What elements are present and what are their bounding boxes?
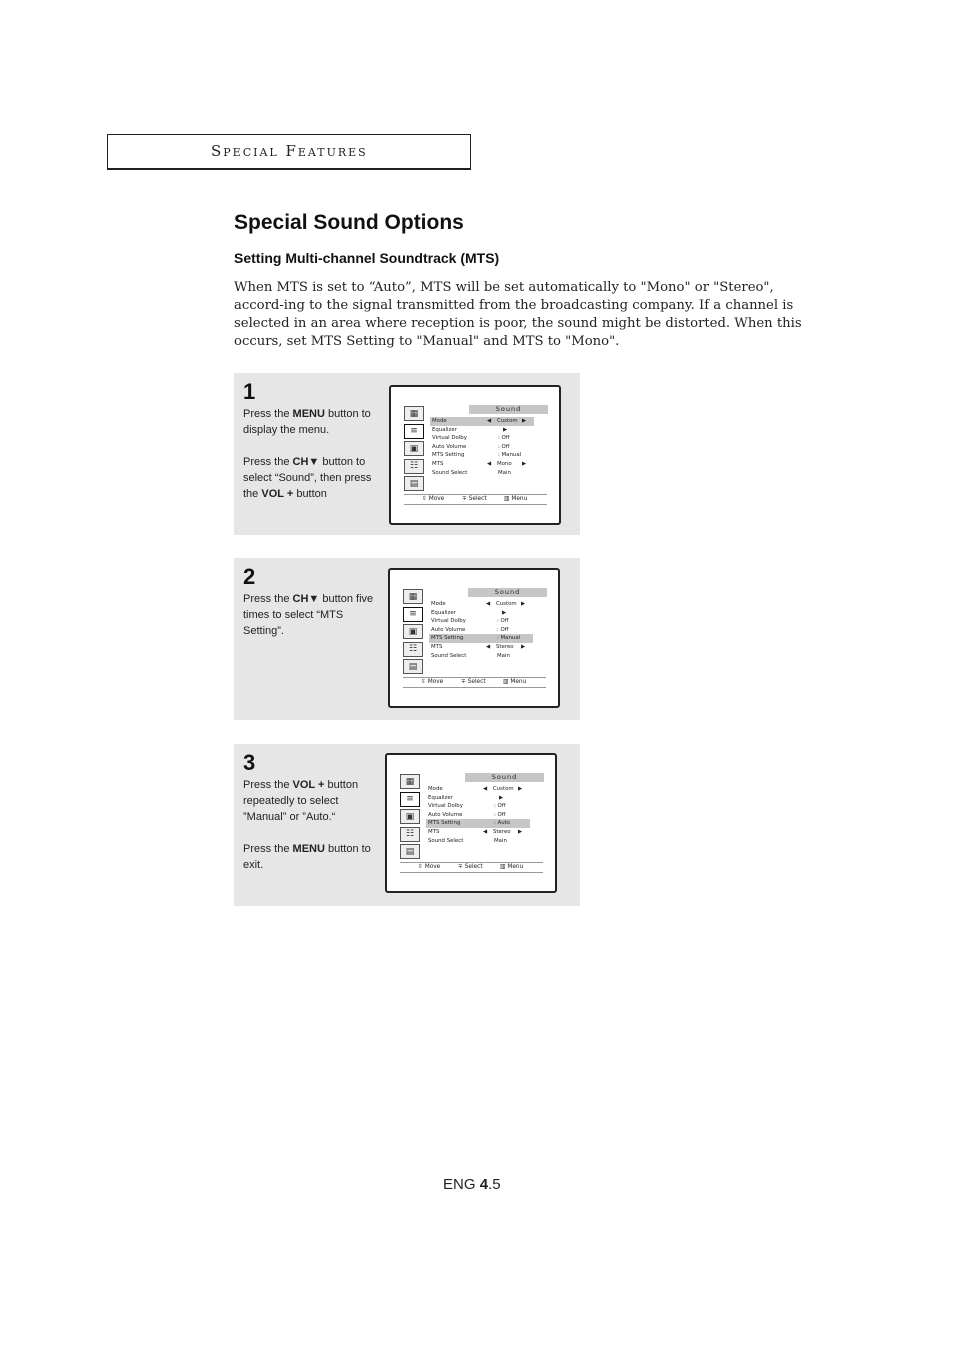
left-arrow-icon: ◀: [487, 461, 492, 467]
osd-footer: [404, 494, 547, 505]
osd-footer-select: [458, 863, 483, 872]
osd-row-label: MTS Setting: [431, 635, 464, 642]
osd-row-label: Mode: [432, 418, 447, 424]
osd-footer-label: Menu: [507, 864, 524, 870]
input-menu-icon: ▤: [404, 476, 424, 491]
left-arrow-icon: ◀: [487, 418, 492, 424]
step-number: 1: [243, 379, 256, 404]
osd-menu-row: [426, 837, 530, 846]
submenu-arrow-icon: ▶: [499, 794, 504, 801]
osd-row-value: : Off: [494, 803, 506, 810]
osd-row-label: MTS: [432, 461, 444, 467]
move-icon: ⇳: [418, 864, 425, 870]
osd-row-label: Auto Volume: [428, 811, 463, 818]
osd-row-value: Custom: [496, 601, 517, 607]
tv-screen: [385, 753, 557, 893]
osd-menu-row: [429, 643, 533, 652]
osd-row-value: Main: [498, 469, 511, 476]
step-panel-1: [234, 373, 580, 535]
instruction-text: button to select “Sound”, then press the: [243, 456, 372, 500]
setup-menu-icon: ☷: [403, 642, 423, 657]
button-name: CH▼: [292, 593, 320, 605]
menu-icon: ▥: [504, 496, 512, 502]
osd-row-label: Mode: [428, 786, 443, 792]
osd-row-value: : Auto: [494, 820, 511, 827]
osd-menu-row: [429, 617, 533, 626]
osd-row-value: Stereo: [493, 829, 511, 835]
osd-menu-row: [430, 469, 534, 478]
instruction-line: [243, 406, 383, 438]
submenu-arrow-icon: ▶: [502, 609, 507, 616]
osd-menu-row: [426, 828, 530, 837]
osd-footer-move: [418, 863, 440, 872]
left-arrow-icon: ◀: [483, 786, 488, 792]
osd-footer-label: Menu: [510, 679, 527, 685]
osd-row-label: MTS: [428, 829, 440, 835]
osd-menu-row: [430, 426, 534, 435]
sound-menu-icon: ≡: [403, 607, 423, 622]
osd-footer-menu: [504, 495, 527, 504]
move-icon: ⇳: [422, 496, 429, 502]
osd-menu-row: [426, 811, 530, 820]
instruction-text: button to exit.: [243, 843, 371, 871]
osd-row-label: MTS Setting: [428, 820, 461, 827]
osd-menu-row: [426, 802, 530, 811]
step-instructions: [243, 777, 383, 873]
osd-menu-row: [429, 652, 533, 661]
picture-menu-icon: ▦: [403, 589, 423, 604]
menu-icon-column: [403, 589, 425, 677]
select-icon: ∓: [461, 679, 468, 685]
right-arrow-icon: ▶: [518, 786, 523, 792]
menu-icon: ▥: [500, 864, 508, 870]
osd-footer: [400, 862, 543, 873]
osd-menu-row: [430, 417, 534, 426]
tv-screen: [389, 385, 561, 525]
osd-menu-row: [429, 626, 533, 635]
osd-footer-label: Menu: [511, 496, 528, 502]
page-number: ENG 4.5: [443, 1176, 501, 1193]
osd-menu: [423, 773, 544, 863]
menu-icon-column: [400, 774, 422, 862]
instruction-text: Press the: [243, 779, 293, 791]
osd-row-label: Equalizer: [431, 609, 456, 616]
osd-footer-label: Move: [428, 496, 445, 502]
instruction-line: [243, 591, 383, 639]
instruction-text: Press the: [243, 408, 293, 420]
osd-menu-title: Sound: [468, 588, 547, 597]
menu-icon-column: [404, 406, 426, 494]
osd-menu-row: [430, 460, 534, 469]
instruction-text: button: [293, 488, 327, 500]
osd-row-value: : Off: [497, 626, 509, 633]
step-instructions: [243, 591, 383, 639]
osd-row-value: : Off: [498, 443, 510, 450]
step-panel-2: [234, 558, 580, 720]
instruction-line: [243, 841, 383, 873]
osd-row-label: MTS Setting: [432, 452, 465, 459]
osd-footer-label: Select: [467, 679, 486, 685]
osd-menu-row: [430, 443, 534, 452]
left-arrow-icon: ◀: [486, 644, 491, 650]
instruction-text: Press the: [243, 843, 293, 855]
osd-footer-select: [461, 678, 486, 687]
osd-menu-title: Sound: [465, 773, 544, 782]
section-header: Special Features: [211, 142, 368, 160]
button-name: MENU: [292, 408, 325, 420]
right-arrow-icon: ▶: [521, 644, 526, 650]
page-title: Special Sound Options: [234, 211, 464, 234]
osd-row-label: Auto Volume: [432, 443, 467, 450]
instruction-text: Press the: [243, 593, 293, 605]
osd-menu-row: [426, 819, 530, 828]
osd-footer-move: [422, 495, 444, 504]
intro-paragraph: When MTS is set to “Auto”, MTS will be set automatically to "Mono" or "Stereo", accord-ing to the signal transmitted from the broadcasting company. If a channel is selected in an area where reception is poor, the sound might be distorted. When this occurs, set MTS Setting to "Manual" and MTS to "Mono".: [234, 280, 802, 349]
osd-menu-row: [426, 785, 530, 794]
osd-row-label: Sound Select: [432, 469, 468, 476]
channel-menu-icon: ▣: [404, 441, 424, 456]
osd-footer-label: Move: [427, 679, 444, 685]
osd-menu-row: [430, 434, 534, 443]
instruction-text: button repeatedly to select ”Manual” or ”Auto.“: [243, 779, 359, 823]
osd-row-value: Custom: [497, 418, 518, 424]
osd-menu-title: Sound: [469, 405, 548, 414]
osd-menu-row: [429, 609, 533, 618]
osd-footer-select: [462, 495, 487, 504]
page-subtitle: Setting Multi-channel Soundtrack (MTS): [234, 250, 500, 266]
step-instructions: [243, 406, 383, 502]
osd-row-label: Equalizer: [428, 794, 453, 801]
button-name: VOL +: [292, 779, 325, 791]
osd-row-value: Main: [494, 837, 507, 844]
right-arrow-icon: ▶: [522, 418, 527, 424]
sound-menu-icon: ≡: [404, 424, 424, 439]
select-icon: ∓: [458, 864, 465, 870]
osd-row-value: : Off: [497, 618, 509, 625]
osd-menu: [426, 588, 547, 678]
osd-row-label: Virtual Dolby: [432, 435, 467, 442]
osd-row-value: Main: [497, 652, 510, 659]
input-menu-icon: ▤: [400, 844, 420, 859]
instruction-text: button five times to select “MTS Setting”.: [243, 593, 374, 637]
osd-menu-row: [429, 634, 533, 643]
right-arrow-icon: ▶: [518, 829, 523, 835]
osd-row-label: MTS: [431, 644, 443, 650]
osd-row-label: Sound Select: [431, 652, 467, 659]
osd-footer-menu: [500, 863, 523, 872]
osd-row-label: Sound Select: [428, 837, 464, 844]
picture-menu-icon: ▦: [400, 774, 420, 789]
section-header-rule: [107, 168, 471, 170]
picture-menu-icon: ▦: [404, 406, 424, 421]
osd-footer-menu: [503, 678, 526, 687]
instruction-line: [243, 454, 383, 502]
osd-menu: [427, 405, 548, 495]
setup-menu-icon: ☷: [404, 459, 424, 474]
channel-menu-icon: ▣: [400, 809, 420, 824]
tv-screen: [388, 568, 560, 708]
osd-row-value: Stereo: [496, 644, 514, 650]
step-number: 3: [243, 750, 256, 775]
osd-row-value: : Manual: [498, 452, 522, 459]
channel-menu-icon: ▣: [403, 624, 423, 639]
move-icon: ⇳: [421, 679, 428, 685]
select-icon: ∓: [462, 496, 469, 502]
input-menu-icon: ▤: [403, 659, 423, 674]
right-arrow-icon: ▶: [522, 461, 527, 467]
osd-menu-row: [429, 600, 533, 609]
osd-footer: [403, 677, 546, 688]
sound-menu-icon: ≡: [400, 792, 420, 807]
osd-row-value: : Manual: [497, 635, 521, 642]
osd-row-value: Mono: [497, 461, 512, 467]
instruction-line: [243, 777, 383, 825]
right-arrow-icon: ▶: [521, 601, 526, 607]
osd-footer-label: Move: [424, 864, 441, 870]
osd-menu-row: [430, 451, 534, 460]
osd-row-label: Virtual Dolby: [428, 803, 463, 810]
step-panel-3: [234, 744, 580, 906]
osd-row-value: : Off: [498, 435, 510, 442]
left-arrow-icon: ◀: [483, 829, 488, 835]
osd-footer-label: Select: [468, 496, 487, 502]
instruction-text: button to display the menu.: [243, 408, 371, 436]
osd-row-value: Custom: [493, 786, 514, 792]
instruction-text: Press the: [243, 456, 293, 468]
osd-row-label: Auto Volume: [431, 626, 466, 633]
osd-row-value: : Off: [494, 811, 506, 818]
step-number: 2: [243, 564, 256, 589]
submenu-arrow-icon: ▶: [503, 426, 508, 433]
left-arrow-icon: ◀: [486, 601, 491, 607]
osd-footer-label: Select: [464, 864, 483, 870]
button-name: CH▼: [292, 456, 320, 468]
osd-row-label: Mode: [431, 601, 446, 607]
osd-row-label: Equalizer: [432, 426, 457, 433]
osd-menu-row: [426, 794, 530, 803]
button-name: VOL +: [261, 488, 294, 500]
setup-menu-icon: ☷: [400, 827, 420, 842]
osd-footer-move: [421, 678, 443, 687]
menu-icon: ▥: [503, 679, 511, 685]
osd-row-label: Virtual Dolby: [431, 618, 466, 625]
button-name: MENU: [292, 843, 325, 855]
